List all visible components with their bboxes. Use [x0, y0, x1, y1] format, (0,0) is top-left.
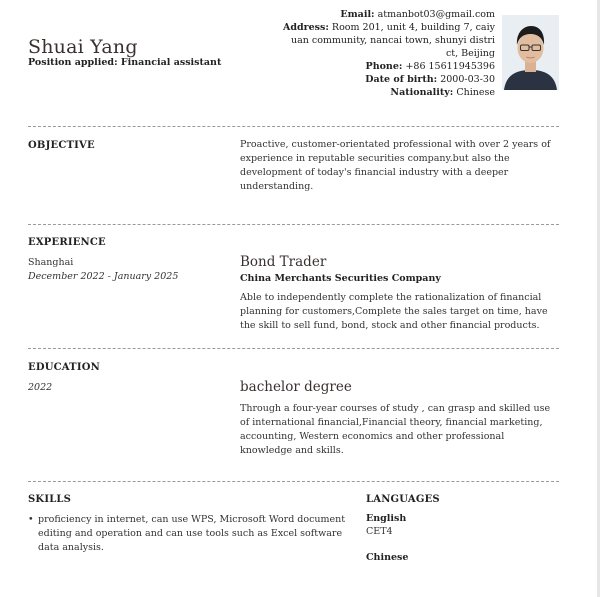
section-divider: [28, 481, 559, 482]
contact-nationality: [270, 86, 495, 99]
profile-photo-portrait: [502, 15, 559, 90]
address-line-3: ct, Beijing: [445, 48, 495, 59]
languages-list: [366, 512, 546, 564]
experience-location: Shanghai: [28, 257, 74, 268]
position-label: Position applied:: [28, 57, 118, 68]
contact-address: [270, 21, 495, 34]
position-value: Financial assistant: [120, 57, 222, 68]
experience-title: EXPERIENCE: [28, 237, 106, 248]
contact-email: [270, 8, 495, 21]
skill-item: • proficiency in internet, can use WPS, Microsoft Word document editing and operation and can use tools such as Excel software data analysis.: [28, 513, 348, 555]
address-label: Address:: [282, 22, 329, 33]
languages-title: LANGUAGES: [366, 494, 440, 505]
company-name: China Merchants Securities Company: [240, 273, 441, 284]
phone-value: +86 15611945396: [405, 61, 495, 72]
skills-title: SKILLS: [28, 494, 72, 505]
language-level: CET4: [366, 526, 393, 537]
language-spacer: [366, 538, 546, 551]
objective-title: OBJECTIVE: [28, 140, 95, 151]
profile-photo: [502, 15, 559, 90]
email-label: Email:: [340, 9, 375, 20]
language-name: Chinese: [366, 552, 409, 563]
contact-block: [270, 8, 495, 99]
skills-list: [28, 513, 348, 555]
nationality-value: Chinese: [456, 87, 495, 98]
contact-dob: [270, 73, 495, 86]
email-value: atmanbot03@gmail.com: [377, 9, 495, 20]
dob-value: 2000-03-30: [440, 74, 495, 85]
education-year: 2022: [28, 382, 53, 393]
education-title: EDUCATION: [28, 362, 100, 373]
section-divider: [28, 348, 559, 349]
address-line-1: Room 201, unit 4, building 7, caiy: [331, 22, 495, 33]
experience-dates: December 2022 - January 2025: [28, 271, 179, 282]
section-divider: [28, 224, 559, 225]
education-description: Through a four-year courses of study , can grasp and skilled use of international financial,Financial theory, financial marketing, accounting, Western economics and other professional knowledge and skills.: [240, 403, 551, 456]
dob-label: Date of birth:: [365, 74, 438, 85]
phone-label: Phone:: [365, 61, 403, 72]
candidate-name: Shuai Yang: [28, 36, 138, 58]
position-applied: [28, 57, 221, 68]
section-divider: [28, 126, 559, 127]
experience-description: Able to independently complete the rationalization of financial planning for customers,Complete the sales target on time, have the skill to sell fund, bond, stock and other financial products.: [240, 292, 548, 331]
objective-text: Proactive, customer-orientated professional with over 2 years of experience in reputable securities company.but also the development of today's financial industry with a deeper understanding.: [240, 139, 551, 192]
contact-phone: [270, 60, 495, 73]
degree-title: bachelor degree: [240, 379, 352, 395]
job-title: Bond Trader: [240, 254, 327, 270]
experience-meta: [28, 256, 178, 284]
nationality-label: Nationality:: [390, 87, 454, 98]
language-name: English: [366, 513, 407, 524]
address-line-2: uan community, nancai town, shunyi distri: [290, 35, 495, 46]
